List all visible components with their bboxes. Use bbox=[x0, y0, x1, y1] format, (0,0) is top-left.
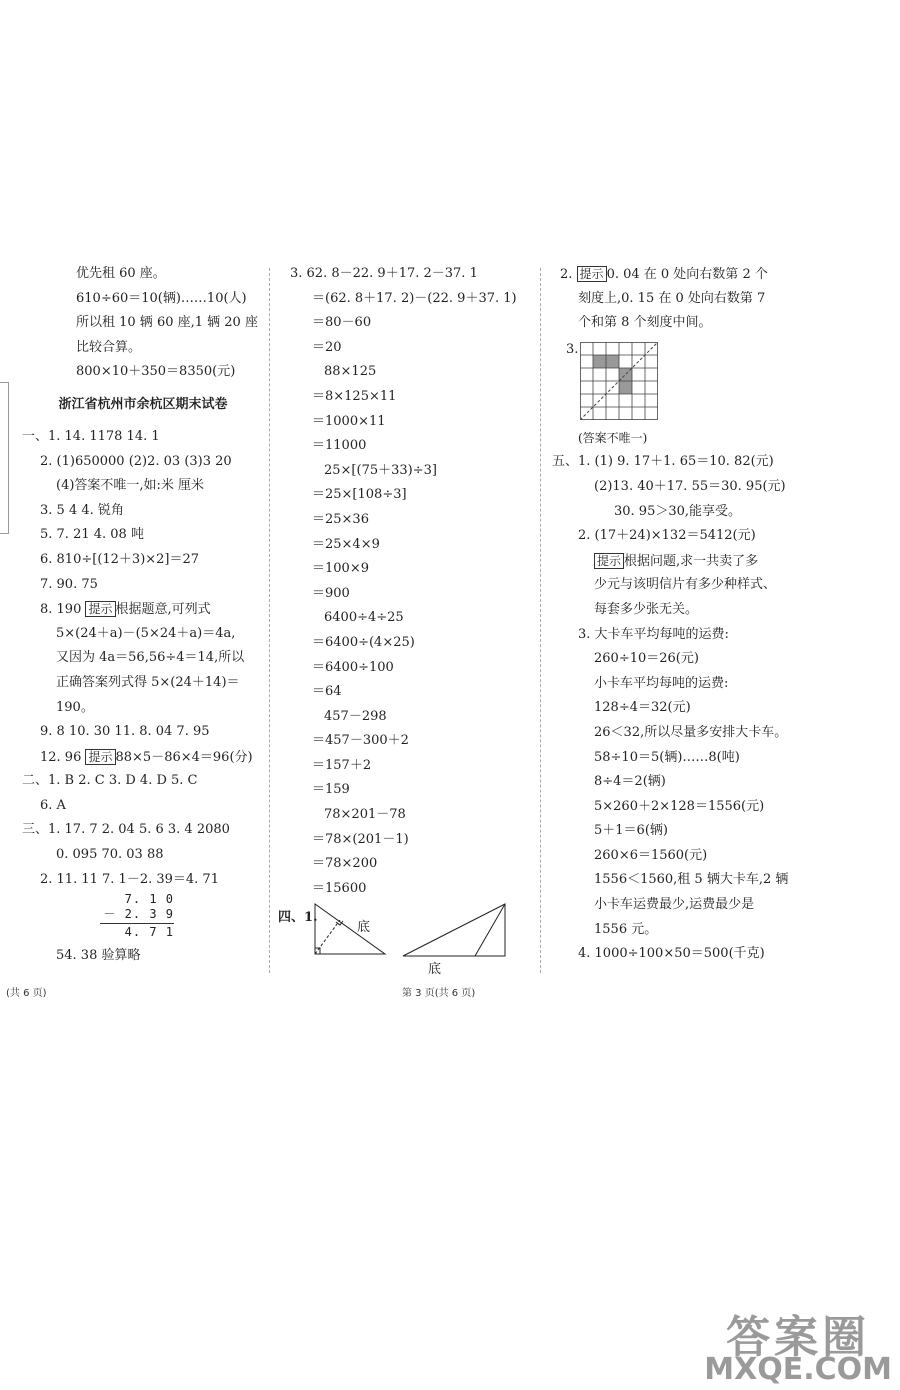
answer-line: 6400÷4÷25 bbox=[324, 610, 404, 626]
answer-line: ＝25×36 bbox=[312, 511, 369, 527]
answer-line: 比较合算。 bbox=[76, 339, 142, 355]
answer-line: 78×201－78 bbox=[324, 807, 406, 823]
answer-line: 小卡车运费最少,运费最少是 bbox=[594, 897, 755, 913]
answer-line: ＝6400÷100 bbox=[312, 659, 394, 675]
column-divider bbox=[269, 268, 270, 973]
answer-line: 7. 90. 75 bbox=[40, 576, 98, 592]
answer-text: 12. 96 bbox=[40, 749, 86, 765]
answer-line: 1556 元。 bbox=[594, 921, 658, 937]
exam-title: 浙江省杭州市余杭区期末试卷 bbox=[58, 396, 228, 412]
answer-line: 3. 62. 8－22. 9＋17. 2－37. 1 bbox=[290, 266, 478, 281]
answer-line: 每套多少张无关。 bbox=[594, 601, 699, 617]
vertical-row: 4. 7 1 bbox=[124, 925, 174, 940]
base-label: 底 bbox=[357, 920, 371, 935]
answer-line: ＝8×125×11 bbox=[312, 388, 397, 404]
middle-column bbox=[282, 262, 537, 901]
base-label: 底 bbox=[428, 962, 442, 977]
watermark-url: MXQE.COM bbox=[704, 1352, 892, 1387]
column-divider bbox=[540, 268, 541, 973]
answer-line: 260×6＝1560(元) bbox=[594, 847, 708, 863]
answer-line: 800×10＋350＝8350(元) bbox=[76, 364, 236, 380]
answer-line: 小卡车平均每吨的运费: bbox=[594, 675, 729, 691]
answer-line: ＝80－60 bbox=[312, 315, 372, 331]
answer-line: 一、1. 14. 1178 14. 1 bbox=[22, 428, 160, 444]
shaded-cell bbox=[606, 355, 619, 368]
answer-line: 30. 95＞30,能享受。 bbox=[614, 503, 742, 519]
vertical-rule bbox=[100, 923, 174, 924]
answer-line: 9. 8 10. 30 11. 8. 04 7. 95 bbox=[40, 724, 210, 740]
answer-line: 128÷4＝32(元) bbox=[594, 700, 691, 716]
page-number: 第 3 页(共 6 页) bbox=[402, 988, 476, 999]
answer-text: 根据题意,可列式 bbox=[115, 602, 211, 618]
answer-line: 190。 bbox=[56, 699, 94, 715]
shaded-cell bbox=[619, 381, 632, 394]
hint-tag: 提示 bbox=[85, 749, 115, 765]
right-triangle bbox=[315, 904, 385, 954]
answer-text: 根据问题,求一共卖了多 bbox=[624, 553, 759, 569]
page-footer: (共 6 页) bbox=[6, 988, 47, 999]
answer-line: 三、1. 17. 7 2. 04 5. 6 3. 4 2080 bbox=[22, 822, 230, 838]
answer-line bbox=[14, 745, 266, 770]
watermark-logo: 答案圈 bbox=[726, 1312, 871, 1363]
answer-line: 54. 38 验算略 bbox=[56, 948, 141, 964]
answer-line: 二、1. B 2. C 3. D 4. D 5. C bbox=[22, 773, 198, 789]
answer-line: 所以租 10 辆 60 座,1 辆 20 座 bbox=[76, 315, 258, 331]
answer-line: 正确答案列式得 5×(24＋14)＝ bbox=[56, 674, 240, 690]
answer-line: 610÷60＝10(辆)……10(人) bbox=[76, 290, 247, 306]
answer-line: 457－298 bbox=[324, 708, 387, 724]
answer-line: ＝159 bbox=[312, 782, 350, 798]
answer-line: ＝11000 bbox=[312, 438, 367, 454]
answer-line: 3. 大卡车平均每吨的运费: bbox=[578, 626, 729, 642]
answer-line: 1556＜1560,租 5 辆大卡车,2 辆 bbox=[594, 872, 789, 888]
answer-line: 5×260＋2×128＝1556(元) bbox=[594, 798, 765, 814]
hint-tag: 提示 bbox=[594, 553, 624, 569]
right-column bbox=[552, 262, 797, 967]
answer-line: 个和第 8 个刻度中间。 bbox=[578, 315, 712, 331]
answer-line: ＝25×4×9 bbox=[312, 536, 380, 552]
hint-tag: 提示 bbox=[577, 266, 607, 282]
answer-line: ＝157＋2 bbox=[312, 757, 372, 773]
answer-line: ＝100×9 bbox=[312, 561, 369, 577]
answer-line: 0. 095 70. 03 88 bbox=[56, 847, 164, 863]
answer-line: 88×125 bbox=[324, 364, 377, 380]
answer-line: 5＋1＝6(辆) bbox=[594, 823, 668, 839]
left-column bbox=[14, 262, 266, 969]
grid-figure bbox=[552, 336, 797, 426]
answer-line: ＝78×200 bbox=[312, 856, 378, 872]
page-edge-mark bbox=[0, 382, 9, 534]
answer-line: 2. (1)650000 (2)2. 03 (3)3 20 bbox=[40, 453, 232, 469]
answer-line: 2. 11. 11 7. 1－2. 39＝4. 71 bbox=[40, 871, 219, 887]
answer-line: 优先租 60 座。 bbox=[76, 266, 166, 281]
answer-line: 6. 810÷[(12＋3)×2]＝27 bbox=[40, 551, 200, 567]
answer-line: ＝78×(201－1) bbox=[312, 831, 409, 847]
answer-line: (4)答案不唯一,如:米 厘米 bbox=[56, 478, 205, 494]
answer-line: 五、1. (1) 9. 17＋1. 65＝10. 82(元) bbox=[552, 454, 774, 470]
answer-line: ＝15600 bbox=[312, 880, 367, 896]
hint-tag: 提示 bbox=[85, 601, 115, 617]
answer-line: 2. (17＋24)×132＝5412(元) bbox=[578, 528, 756, 544]
answer-line: ＝25×[108÷3] bbox=[312, 487, 407, 503]
answer-line: 3. 5 4 4. 锐角 bbox=[40, 502, 124, 518]
answer-text: 2. bbox=[560, 267, 577, 282]
question-label: 3. bbox=[566, 341, 579, 357]
height-line bbox=[315, 920, 340, 954]
shaded-grid bbox=[580, 342, 658, 420]
answer-line: 58÷10＝5(辆)……8(吨) bbox=[594, 749, 740, 765]
answer-line: (2)13. 40＋17. 55＝30. 95(元) bbox=[594, 478, 786, 494]
answer-line: ＝64 bbox=[312, 684, 342, 700]
answer-line: 又因为 4a＝56,56÷4＝14,所以 bbox=[56, 650, 245, 666]
answer-line: 4. 1000÷100×50＝500(千克) bbox=[578, 946, 765, 962]
site-watermark bbox=[704, 1312, 892, 1387]
answer-line: ＝6400÷(4×25) bbox=[312, 634, 415, 650]
answer-line: 8÷4＝2(辆) bbox=[594, 774, 666, 790]
answer-line bbox=[14, 597, 266, 622]
question-label: 四、1. bbox=[278, 910, 318, 925]
answer-line: ＝900 bbox=[312, 585, 350, 601]
answer-line: ＝(62. 8＋17. 2)－(22. 9＋37. 1) bbox=[312, 290, 517, 306]
answer-line: 25×[(75＋33)÷3] bbox=[324, 462, 437, 478]
answer-line: 26＜32,所以尽量多安排大卡车。 bbox=[594, 724, 788, 740]
answer-text: 0. 04 在 0 处向右数第 2 个 bbox=[606, 267, 768, 282]
answer-text: 88×5－86×4＝96(分) bbox=[115, 749, 253, 765]
answer-line: ＝1000×11 bbox=[312, 413, 386, 429]
answer-line bbox=[552, 262, 797, 287]
answer-line: 6. A bbox=[40, 797, 66, 813]
vertical-row: 7. 1 0 bbox=[124, 892, 174, 907]
answer-line: 260÷10＝26(元) bbox=[594, 651, 699, 667]
answer-line: ＝20 bbox=[312, 339, 342, 355]
answer-line: 少元与该明信片有多少种样式、 bbox=[594, 577, 777, 593]
vertical-subtraction bbox=[100, 892, 266, 944]
answer-line: ＝457－300＋2 bbox=[312, 733, 409, 749]
answer-line: 5. 7. 21 4. 08 吨 bbox=[40, 527, 144, 543]
answer-note: (答案不唯一) bbox=[578, 430, 648, 445]
shaded-cell bbox=[593, 355, 606, 368]
answer-line: 刻度上,0. 15 在 0 处向右数第 7 bbox=[578, 290, 766, 306]
answer-line: 5×(24＋a)－(5×24＋a)＝4a, bbox=[56, 625, 236, 641]
answer-text: 8. 190 bbox=[40, 602, 86, 618]
vertical-row: － 2. 3 9 bbox=[103, 907, 174, 922]
answer-line bbox=[552, 549, 797, 574]
triangle-diagram bbox=[310, 902, 515, 972]
